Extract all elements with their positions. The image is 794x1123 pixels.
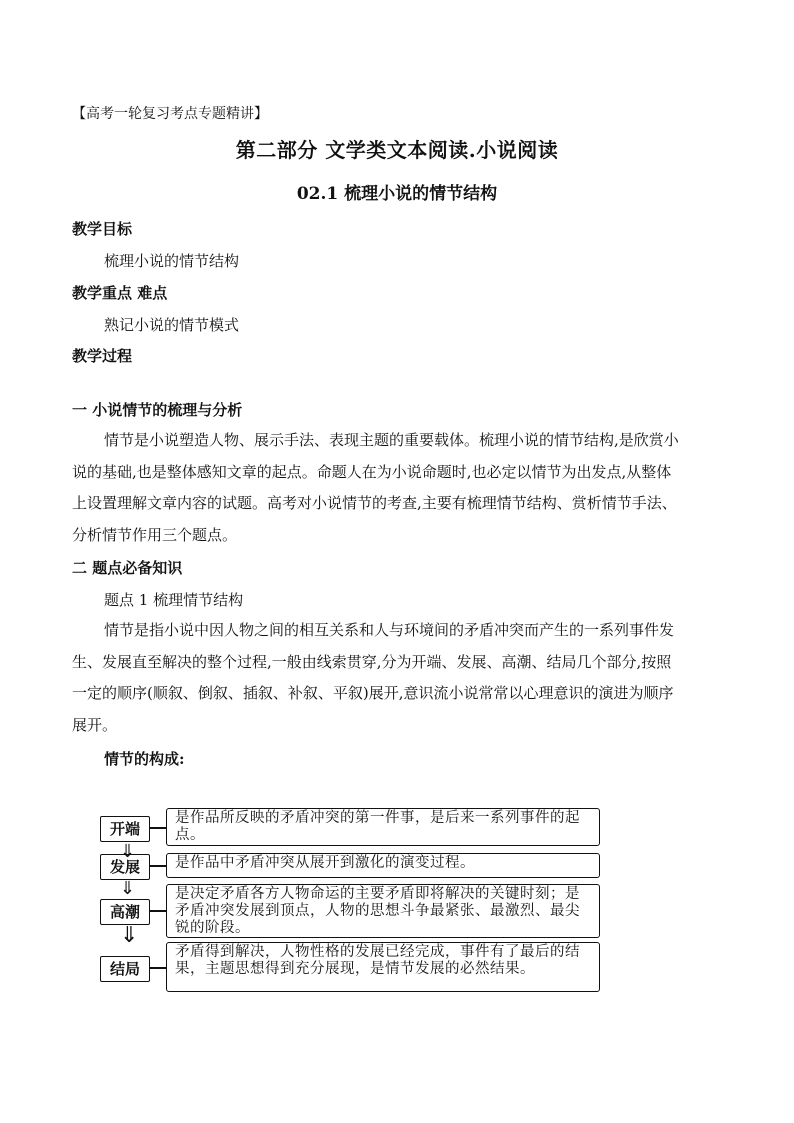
step-label: 开端 (100, 816, 150, 842)
step-description: 矛盾得到解决，人物性格的发展已经完成，事件有了最后的结果，主题思想得到充分展现，是情节发展的必然结果。 (166, 942, 600, 992)
step-description: 是决定矛盾各方人物命运的主要矛盾即将解决的关键时刻；是矛盾冲突发展到顶点，人物的思想斗争最紧张、最激烈、最尖锐的阶段。 (166, 884, 600, 938)
connector-line (149, 910, 166, 912)
step-label: 高潮 (100, 899, 150, 925)
paragraph-line: 上设置理解文章内容的试题。高考对小说情节的考查,主要有梳理情节结构、赏析情节手法、 (72, 494, 677, 512)
down-arrow-icon: ⇓ (120, 841, 136, 862)
step-label: 发展 (100, 854, 150, 880)
series-tag: 【高考一轮复习考点专题精讲】 (72, 106, 268, 122)
page-title: 第二部分 文学类文本阅读.小说阅读 (235, 138, 559, 162)
paragraph-line: 展开。 (72, 715, 118, 734)
paragraph-line: 分析情节作用三个题点。 (72, 525, 238, 544)
section1-paragraph (72, 425, 725, 551)
goal-text: 梳理小说的情节结构 (104, 252, 240, 270)
paragraph-line: 说的基础,也是整体感知文章的起点。命题人在为小说命题时,也必定以情节为出发点,从整体 (72, 462, 672, 481)
step-description: 是作品中矛盾冲突从展开到激化的演变过程。 (166, 853, 600, 878)
section2-heading: 二 题点必备知识 (72, 559, 183, 577)
focus-heading: 教学重点 难点 (72, 284, 168, 302)
process-heading: 教学过程 (72, 347, 133, 365)
paragraph-line: 一定的顺序(顺叙、倒叙、插叙、补叙、平叙)展开,意识流小说常常以心理意识的演进为顺序 (72, 684, 674, 702)
section1-heading: 一 小说情节的梳理与分析 (72, 401, 243, 419)
paragraph-line: 情节是小说塑造人物、展示手法、表现主题的重要载体。梳理小说的情节结构,是欣赏小 (104, 431, 679, 449)
goal-heading: 教学目标 (72, 220, 133, 238)
point1-paragraph (72, 615, 725, 741)
point1-heading: 题点 1 梳理情节结构 (104, 591, 244, 609)
down-arrow-icon: ⇓ (120, 923, 139, 948)
focus-text: 熟记小说的情节模式 (104, 316, 240, 334)
lesson-subtitle: 02.1 梳理小说的情节结构 (296, 184, 498, 204)
connector-line (149, 865, 166, 867)
step-label: 结局 (100, 956, 150, 982)
step-description: 是作品所反映的矛盾冲突的第一件事，是后来一系列事件的起点。 (166, 808, 600, 846)
structure-heading: 情节的构成: (104, 750, 185, 768)
plot-structure-diagram (96, 800, 608, 1000)
connector-line (149, 827, 166, 829)
paragraph-line: 生、发展直至解决的整个过程,一般由线索贯穿,分为开端、发展、高潮、结局几个部分,按照 (72, 652, 672, 671)
down-arrow-icon: ⇓ (120, 878, 136, 899)
paragraph-line: 情节是指小说中因人物之间的相互关系和人与环境间的矛盾冲突而产生的一系列事件发 (104, 621, 675, 639)
connector-line (149, 967, 166, 969)
